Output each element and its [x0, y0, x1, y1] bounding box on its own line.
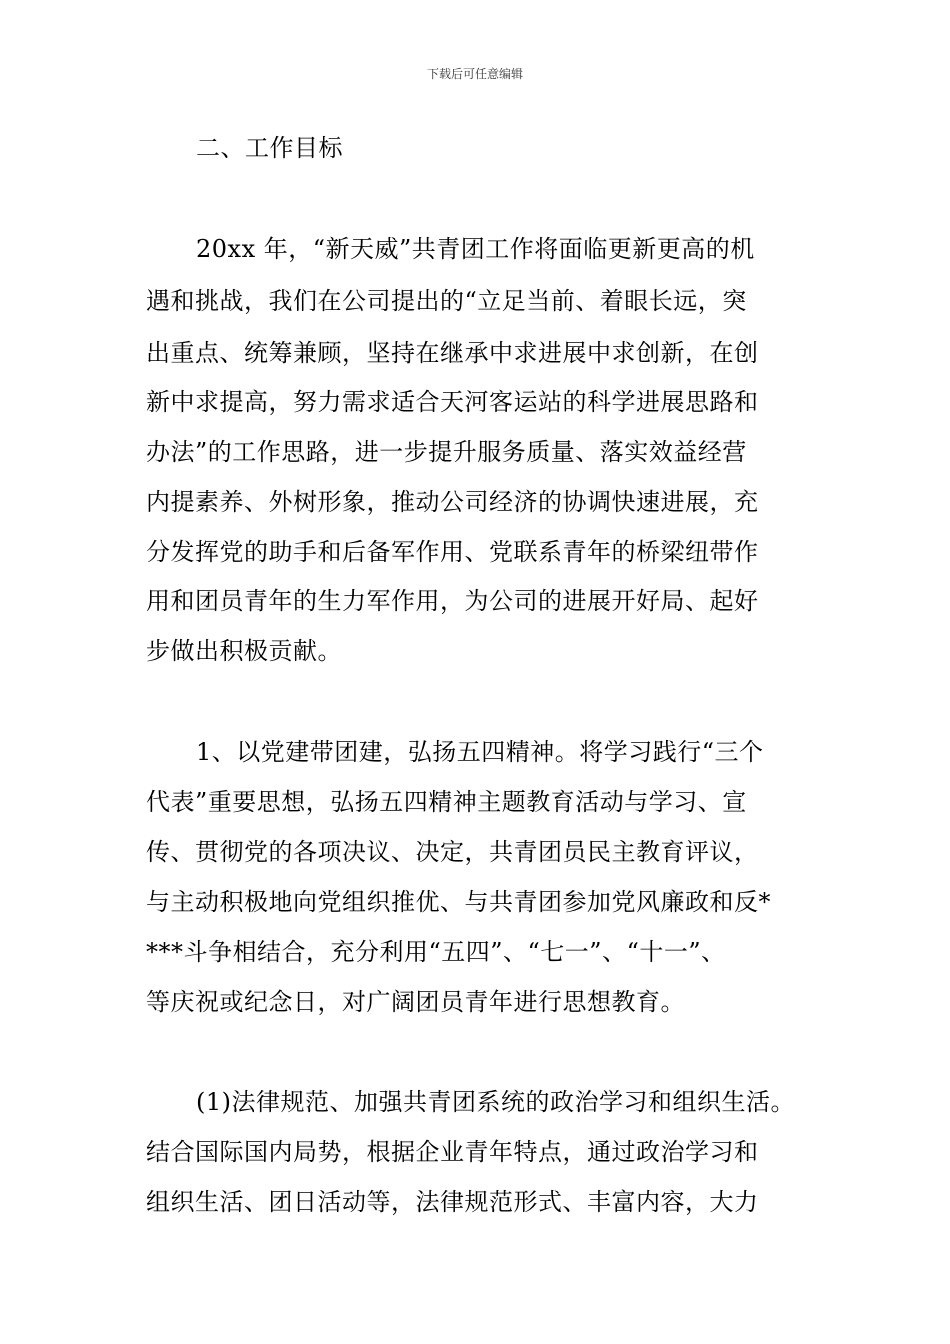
- paragraph-line: 办法”的工作思路，进一步提升服务质量、落实效益经营: [146, 438, 747, 466]
- paragraph-line: 结合国际国内局势，根据企业青年特点，通过政治学习和: [146, 1138, 759, 1166]
- paragraph-line: 用和团员青年的生力军作用，为公司的进展开好局、起好: [146, 587, 759, 615]
- paragraph-line: 出重点、统筹兼顾，坚持在继承中求进展中求创新，在创: [146, 339, 759, 367]
- paragraph-line: 组织生活、团日活动等，法律规范形式、丰富内容，大力: [146, 1188, 759, 1216]
- paragraph-line: 遇和挑战，我们在公司提出的“立足当前、着眼长远，突: [146, 287, 747, 315]
- paragraph-line: 新中求提高，努力需求适合天河客运站的科学进展思路和: [146, 388, 759, 416]
- paragraph-line: (1)法律规范、加强共青团系统的政治学习和组织生活。: [196, 1088, 795, 1116]
- section-heading: 二、工作目标: [196, 134, 343, 162]
- paragraph-line: 分发挥党的助手和后备军作用、党联系青年的桥梁纽带作: [146, 538, 759, 566]
- paragraph-line: 内提素养、外树形象，推动公司经济的协调快速进展，充: [146, 488, 759, 516]
- paragraph-line: 1、以党建带团建，弘扬五四精神。将学习践行“三个: [196, 738, 764, 766]
- paragraph-line: 传、贯彻党的各项决议、决定，共青团员民主教育评议，: [146, 838, 759, 866]
- paragraph-line: 等庆祝或纪念日，对广阔团员青年进行思想教育。: [146, 988, 685, 1016]
- paragraph-line: 代表”重要思想，弘扬五四精神主题教育活动与学习、宣: [146, 788, 747, 816]
- paragraph-line: 步做出积极贡献。: [146, 637, 342, 665]
- paragraph-line: 与主动积极地向党组织推优、与共青团参加党风廉政和反*: [146, 888, 771, 916]
- paragraph-line: 20xx 年，“新天威”共青团工作将面临更新更高的机: [196, 235, 755, 263]
- header-note: 下载后可任意编辑: [426, 67, 523, 81]
- paragraph-line: ***斗争相结合，充分利用“五四”、“七一”、“十一”、: [146, 938, 726, 966]
